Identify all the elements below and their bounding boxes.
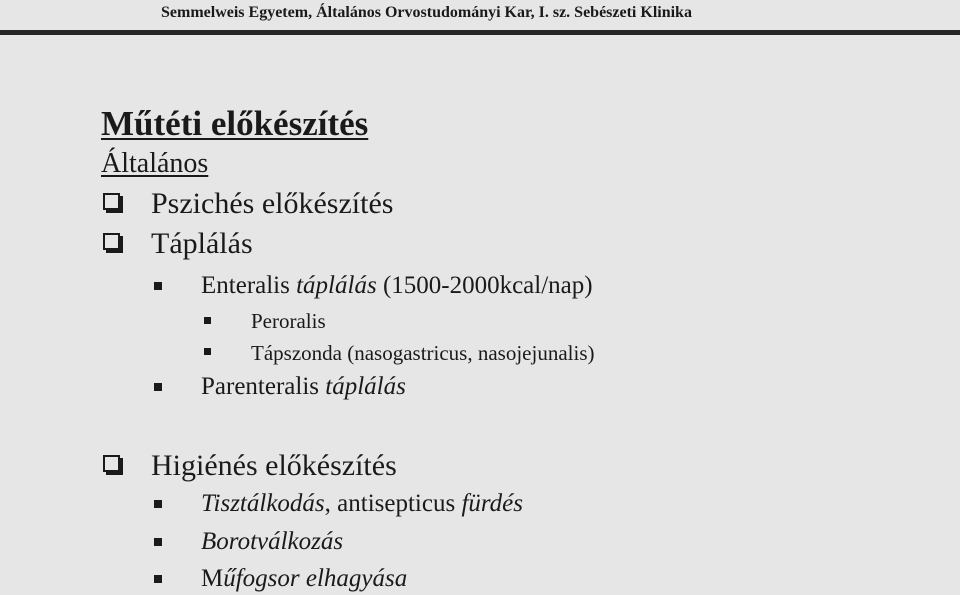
item-nutrition: Táplálás: [151, 227, 253, 260]
square-bullet-icon: [154, 282, 162, 290]
square-bullet-icon: [154, 383, 162, 391]
item-enteral-detail: (1500-2000kcal/nap): [376, 272, 593, 299]
square-bullet-icon: [204, 348, 211, 355]
item-washing-detail: , antisepticus: [324, 490, 462, 517]
item-denture-initial: M: [201, 565, 224, 592]
item-tube: Tápszonda (nasogastricus, nasojejunalis): [251, 341, 595, 365]
item-psych: Pszichés előkészítés: [151, 187, 394, 220]
item-denture-rest: űfogsor elhagyása: [223, 565, 408, 592]
item-enteral-emphasis: táplálás: [296, 272, 377, 299]
slide-header: [0, 0, 960, 32]
header-institution: Semmelweis Egyetem, Általános Orvostudományi Kar, I. sz. Sebészeti Klinika: [161, 4, 692, 21]
slide-title: Műtéti előkészítés: [101, 104, 369, 143]
item-parenteral: [201, 372, 406, 402]
item-hygiene: Higiénés előkészítés: [151, 449, 397, 482]
item-peroral: Peroralis: [251, 309, 326, 333]
checkbox-bullet-icon: [103, 233, 120, 250]
item-denture: [201, 564, 407, 594]
square-bullet-icon: [204, 317, 211, 324]
item-enteral-label: Enteralis: [201, 272, 297, 299]
item-washing: [201, 489, 523, 519]
slide-subtitle: Általános: [101, 148, 209, 179]
square-bullet-icon: [154, 500, 162, 508]
item-enteral: [201, 271, 593, 301]
item-shaving: Borotválkozás: [201, 528, 344, 555]
item-parenteral-emphasis: táplálás: [325, 373, 406, 400]
item-washing-emphasis: Tisztálkodás: [201, 490, 325, 517]
square-bullet-icon: [154, 575, 162, 583]
header-divider: [0, 30, 960, 35]
square-bullet-icon: [154, 538, 162, 546]
checkbox-bullet-icon: [103, 193, 120, 210]
checkbox-bullet-icon: [103, 455, 120, 472]
item-parenteral-label: Parenteralis: [201, 373, 326, 400]
item-washing-bath: fürdés: [461, 490, 524, 517]
